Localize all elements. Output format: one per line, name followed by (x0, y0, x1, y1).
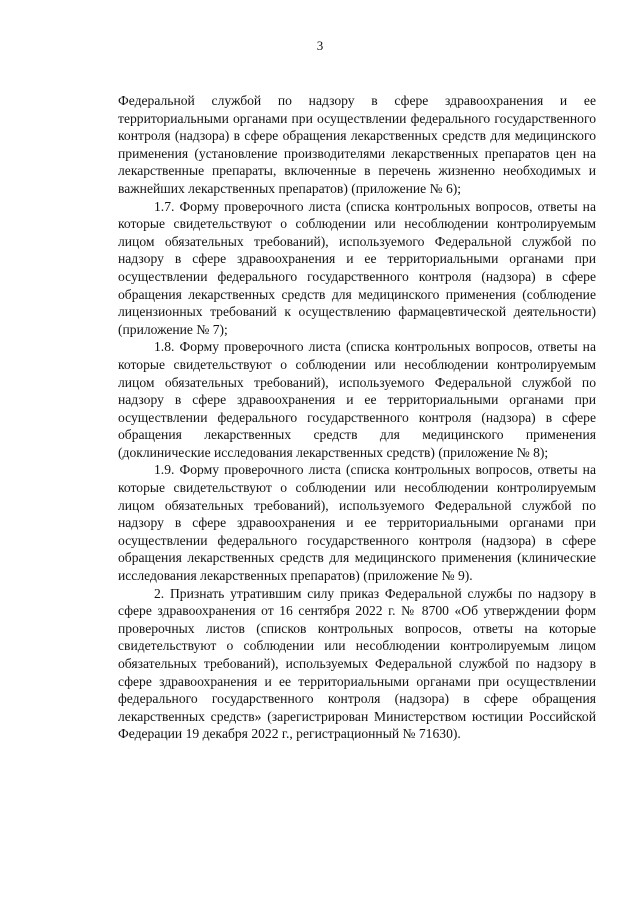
paragraph-item-1-9: 1.9. Форму проверочного листа (списка контрольных вопросов, ответы на которые свидетельствуют о соблюдении или несоблюдении контролируемым лицом обязательных требований), используемого Федеральной службой по надзору в сфере здравоохранения и ее территориальными органами при осуществлении федерального государственного контроля (надзора) в сфере обращения лекарственных средств для медицинского применения (клинические исследования лекарственных препаратов) (приложение № 9). (118, 462, 596, 584)
page-number: 3 (316, 38, 324, 53)
paragraph-item-1-7: 1.7. Форму проверочного листа (списка контрольных вопросов, ответы на которые свидетельствуют о соблюдении или несоблюдении контролируемым лицом обязательных требований), используемого Федеральной службой по надзору в сфере здравоохранения и ее территориальными органами при осуществлении федерального государственного контроля (надзора) в сфере обращения лекарственных средств для медицинского применения (соблюдение лицензионных требований к осуществлению фармацевтической деятельности) (приложение № 7); (118, 198, 596, 337)
document-body (118, 92, 596, 743)
paragraph-item-1-8: 1.8. Форму проверочного листа (списка контрольных вопросов, ответы на которые свидетельствуют о соблюдении или несоблюдении контролируемым лицом обязательных требований), используемого Федеральной службой по надзору в сфере здравоохранения и ее территориальными органами при осуществлении федерального государственного контроля (надзора) в сфере обращения лекарственных средств для медицинского применения (доклинические исследования лекарственных средств) (приложение № 8); (118, 339, 596, 460)
paragraph-continuation-item-6: Федеральной службой по надзору в сфере здравоохранения и ее территориальными органами при осуществлении федерального государственного контроля (надзора) в сфере обращения лекарственных средств для медицинского применения (установление производителями лекарственных препаратов цен на лекарственные препараты, включенные в перечень жизненно необходимых и важнейших лекарственных препаратов) (приложение № 6); (118, 93, 596, 196)
paragraph-item-2: 2. Признать утратившим силу приказ Федеральной службы по надзору в сфере здравоохранения от 16 сентября 2022 г. № 8700 «Об утверждении форм проверочных листов (списков контрольных вопросов, ответы на которые свидетельствуют о соблюдении или несоблюдении контролируемым лицом обязательных требований), используемых Федеральной службой по надзору в сфере здравоохранения и ее территориальными органами при осуществлении федерального государственного контроля (надзора) в сфере обращения лекарственных средств» (зарегистрирован Министерством юстиции Российской Федерации 19 декабря 2022 г., регистрационный № 71630). (118, 585, 596, 742)
